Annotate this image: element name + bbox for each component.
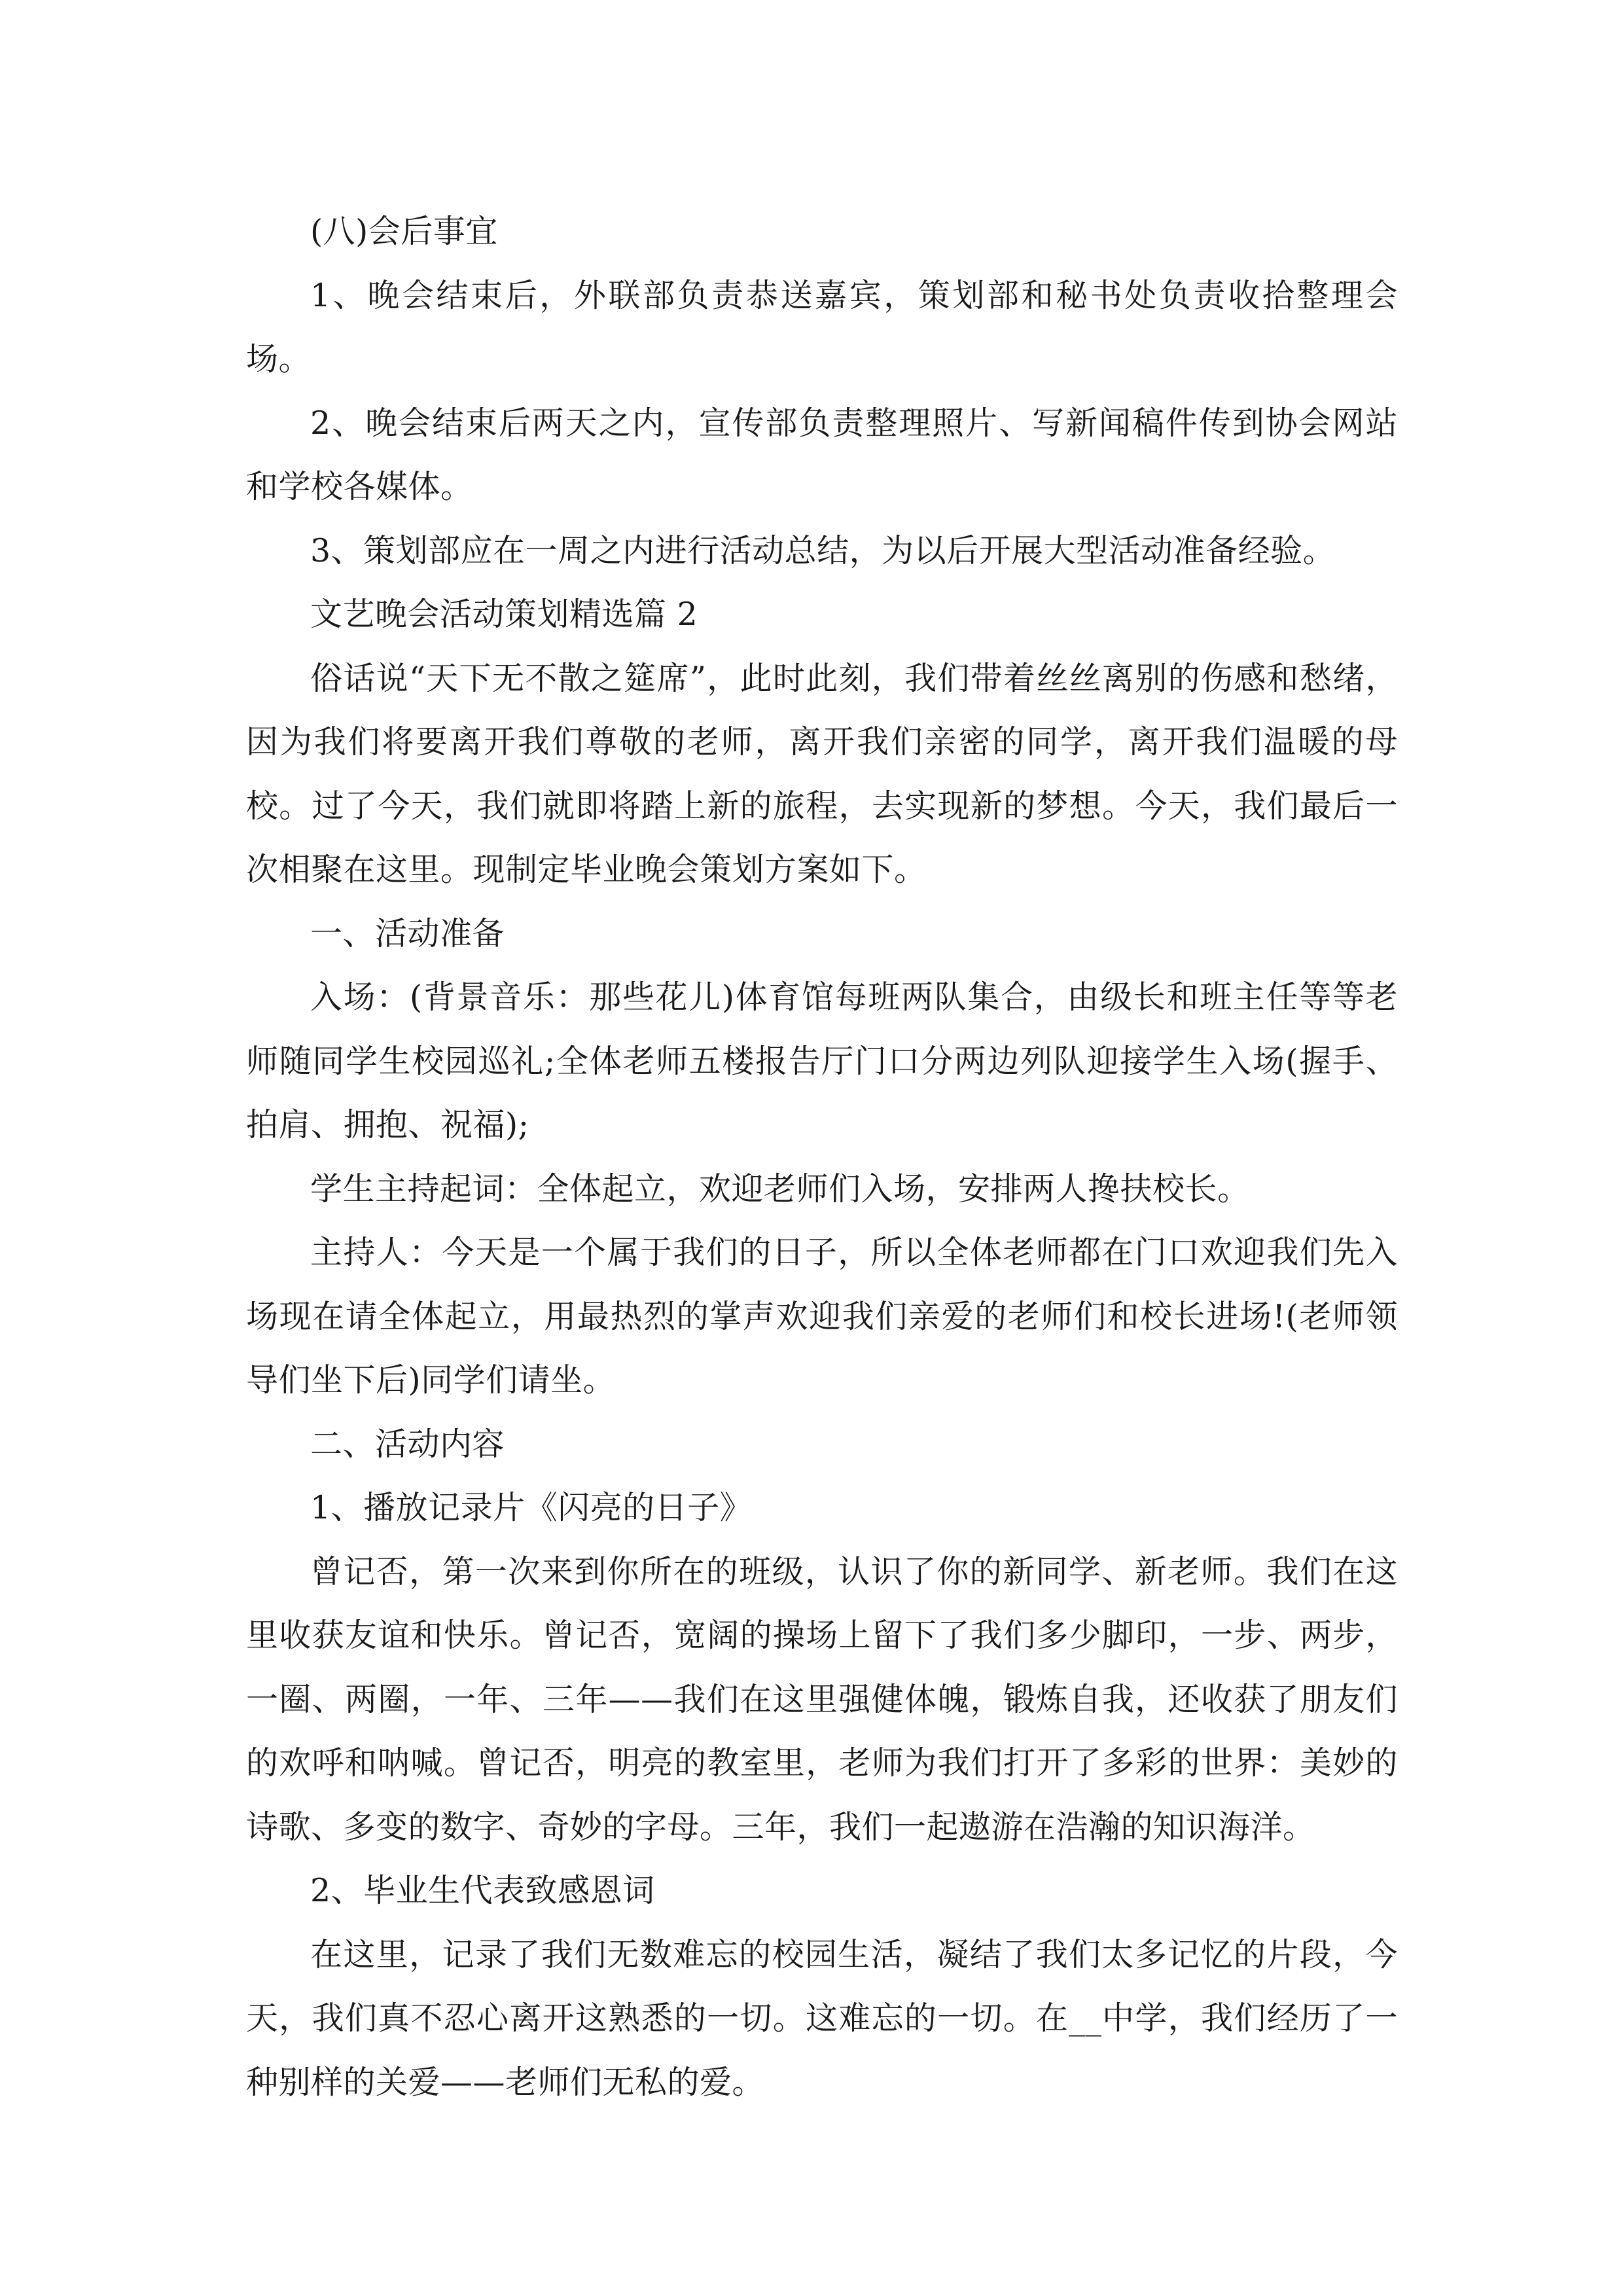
subheading-documentary: 1、播放记录片《闪亮的日子》 [310,1489,753,1526]
paragraph-item: 3、策划部应在一周之内进行活动总结，为以后开展大型活动准备经验。 [310,531,1336,569]
section-heading-preparation: 一、活动准备 [310,914,505,952]
section-heading-aftermath: (八)会后事宜 [310,213,498,250]
paragraph-memories: 曾记否，第一次来到你所在的班级，认识了你的新同学、新老师。我们在这里收获友谊和快乐。曾记否，宽阔的操场上留下了我们多少脚印，一步、两步，一圈、两圈，一年、三年——我们在这里强健体魄，锻炼自我，还收获了朋友们的欢呼和呐喊。曾记否，明亮的教室里，老师为我们打开了多彩的世界：美妙的诗歌、多变的数字、奇妙的字母。三年，我们一起遨游在浩瀚的知识海洋。 [246,1552,1398,1846]
paragraph-speech: 在这里，记录了我们无数难忘的校园生活，凝结了我们太多记忆的片段，今天，我们真不忍心离开这熟悉的一切。这难忘的一切。在__中学，我们经历了一种别样的关爱——老师们无私的爱。 [246,1935,1398,2101]
article-title: 文艺晚会活动策划精选篇 2 [310,596,698,633]
paragraph-intro: 俗话说“天下无不散之筵席”，此时此刻，我们带着丝丝离别的伤感和愁绪，因为我们将要离开我们尊敬的老师，离开我们亲密的同学，离开我们温暖的母校。过了今天，我们就即将踏上新的旅程，去实现新的梦想。今天，我们最后一次相聚在这里。现制定毕业晚会策划方案如下。 [246,659,1398,888]
subheading-thanks-speech: 2、毕业生代表致感恩词 [310,1872,655,1909]
paragraph-host: 主持人：今天是一个属于我们的日子，所以全体老师都在门口欢迎我们先入场现在请全体起立，用最热烈的掌声欢迎我们亲爱的老师们和校长进场!(老师领导们坐下后)同学们请坐。 [246,1234,1398,1399]
document-body [246,200,1398,2114]
paragraph-item: 1、晚会结束后，外联部负责恭送嘉宾，策划部和秘书处负责收拾整理会场。 [246,276,1398,378]
paragraph-item: 2、晚会结束后两天之内，宣传部负责整理照片、写新闻稿件传到协会网站和学校各媒体。 [246,404,1398,505]
paragraph-student-host: 学生主持起词：全体起立，欢迎老师们入场，安排两人搀扶校长。 [310,1170,1250,1208]
paragraph-entrance: 入场：(背景音乐：那些花儿)体育馆每班两队集合，由级长和班主任等等老师随同学生校园巡礼;全体老师五楼报告厅门口分两边列队迎接学生入场(握手、拍肩、拥抱、祝福); [246,978,1398,1143]
section-heading-content: 二、活动内容 [310,1425,505,1463]
